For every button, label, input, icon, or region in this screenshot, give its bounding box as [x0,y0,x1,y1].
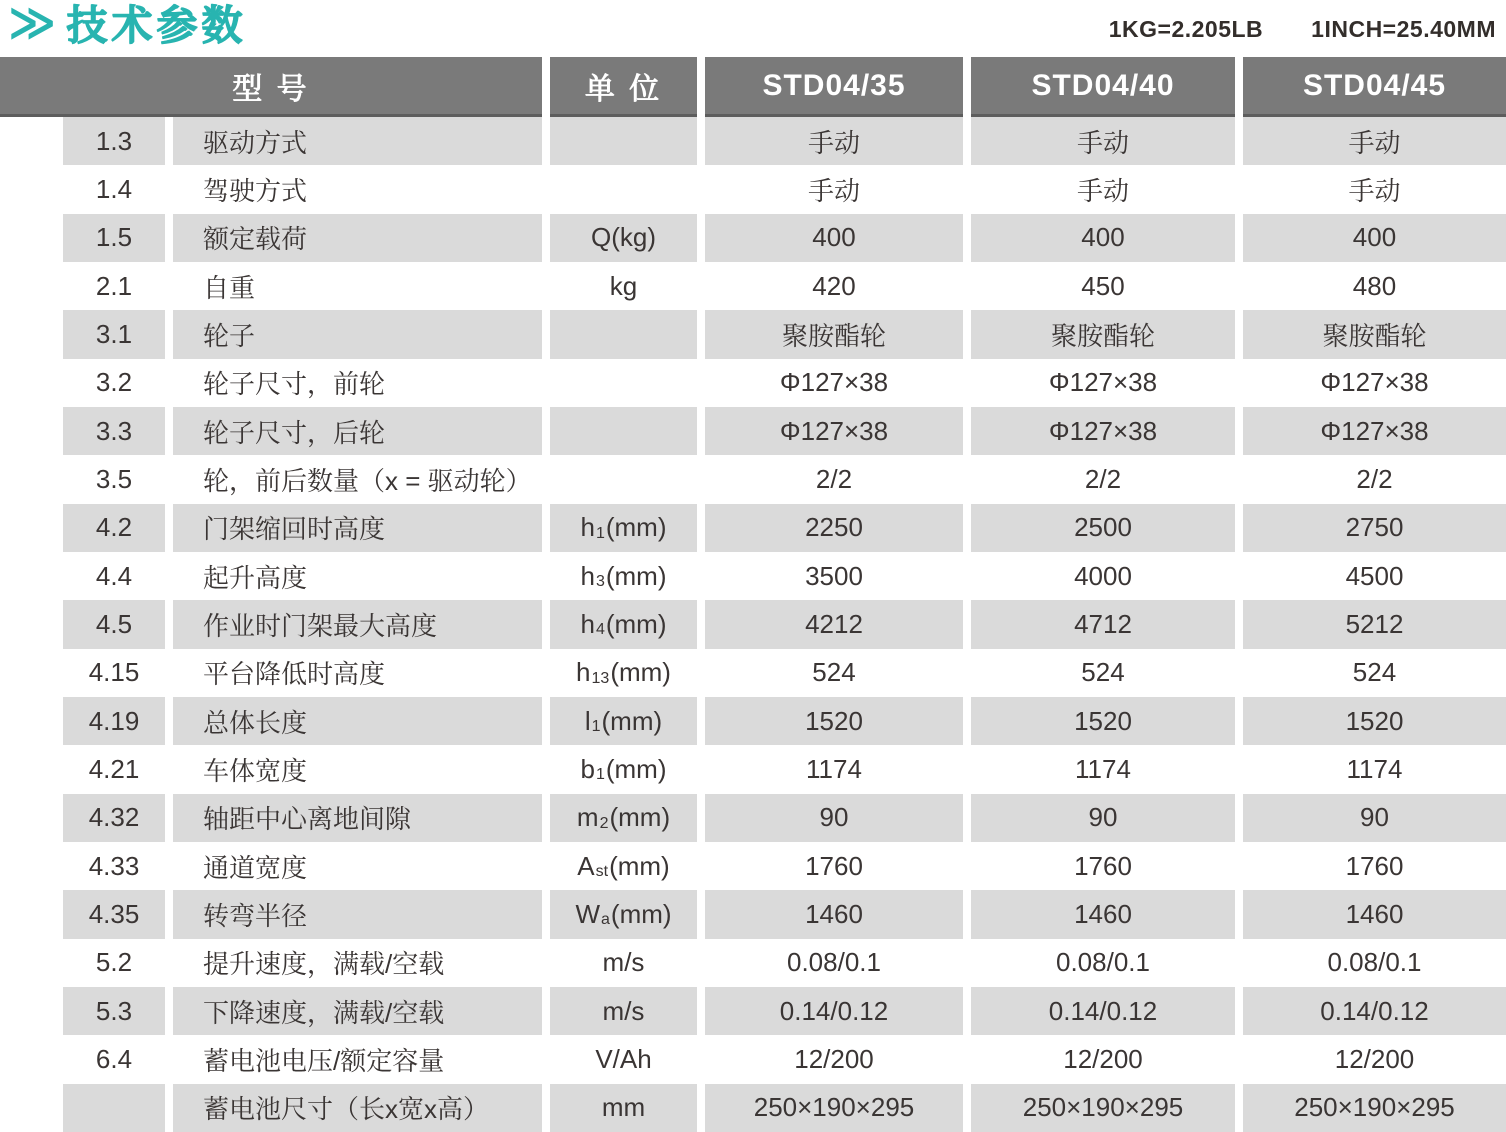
value-cell: 2/2 [1356,463,1393,494]
row-unit [550,165,697,213]
value-cell: 2/2 [815,463,853,494]
value-cell: 0.14/0.12 [705,987,963,1035]
unit-subscript: 2 [599,814,609,832]
value-cell: 480 [1352,270,1397,301]
unit-suffix: (mm) [601,705,663,736]
value-cell: 90 [1243,794,1506,842]
value-cell: 3500 [805,560,863,591]
row-number: 4.32 [63,794,165,842]
row-number: 5.2 [95,947,133,978]
value-cell: 12/200 [1063,1043,1143,1074]
value-cell: 1520 [705,697,963,745]
row-label: 通道宽度 [203,852,308,883]
value-cell: 0.08/0.1 [1327,947,1422,978]
kg-conversion: 1KG=2.205LB [1108,16,1264,42]
value-cell: 1520 [971,697,1235,745]
row-label: 额定载荷 [173,214,542,262]
row-unit: mm [550,1084,697,1132]
row-number: 3.1 [63,310,165,358]
unit-suffix: (mm) [609,850,670,881]
value-cell: 手动 [1243,117,1506,165]
value-cell: Φ127×38 [1243,407,1506,455]
row-unit [550,407,697,455]
value-cell: 1760 [805,850,863,881]
unit-suffix: (mm) [610,657,671,688]
header-model-std04-45: STD04/45 [1243,57,1506,117]
unit-suffix: (mm) [609,802,671,833]
value-cell: 1174 [1075,753,1131,784]
row-label: 自重 [203,272,256,303]
row-unit [550,359,697,407]
value-cell: Φ127×38 [1320,367,1429,398]
row-unit: Q(kg) [550,214,697,262]
row-label: 门架缩回时高度 [173,504,542,552]
row-number: 4.2 [63,504,165,552]
value-cell: 1520 [1243,697,1506,745]
value-cell: 450 [1081,270,1125,301]
unit-conversion-note [1109,16,1496,43]
value-cell: 0.08/0.1 [1056,947,1150,978]
title-bar [0,0,1506,57]
value-cell: 420 [812,270,856,301]
page-title-text: 技术参数 [66,1,247,48]
value-cell: 524 [1081,657,1125,688]
row-number: 6.4 [95,1043,133,1074]
value-cell: 聚胺酯轮 [705,310,963,358]
page-title [8,2,246,48]
unit-base: l [584,705,591,736]
row-number: 4.5 [63,600,165,648]
value-cell: Φ127×38 [1048,367,1158,398]
value-cell: 2500 [971,504,1235,552]
unit-base: m [576,802,599,833]
value-cell: 1760 [1074,850,1132,881]
header-unit: 单 位 [550,57,697,117]
spec-table [0,57,1506,1132]
chevron-icon: ≫ [8,0,57,48]
value-cell: 2750 [1243,504,1506,552]
unit-subscript: 3 [595,573,605,591]
row-unit [550,649,697,697]
unit-subscript: a [601,911,610,929]
row-unit: V/Ah [595,1043,652,1074]
value-cell: Φ127×38 [705,407,963,455]
unit-subscript: st [595,863,609,881]
row-unit [550,310,697,358]
row-unit [550,455,697,503]
row-unit: m/s [602,947,645,978]
value-cell: Φ127×38 [971,407,1235,455]
value-cell: 手动 [1076,175,1129,206]
unit-suffix: (mm) [605,512,667,543]
row-label: 轮子 [173,310,542,358]
row-label: 驾驶方式 [203,175,308,206]
row-unit [550,504,697,552]
row-label: 轮子尺寸，后轮 [173,407,542,455]
header-model-std04-40: STD04/40 [971,57,1235,117]
value-cell: 250×190×295 [1243,1084,1506,1132]
row-unit: m/s [550,987,697,1035]
unit-subscript: 1 [591,718,601,736]
inch-conversion: 1INCH=25.40MM [1311,16,1496,42]
row-number: 4.35 [63,890,165,938]
row-number: 3.5 [95,463,133,494]
row-label: 总体长度 [173,697,542,745]
value-cell: 0.14/0.12 [1243,987,1506,1035]
header-model-std04-35: STD04/35 [705,57,963,117]
row-label: 提升速度，满载/空载 [203,949,445,980]
value-cell: 2250 [705,504,963,552]
value-cell: 4712 [971,600,1235,648]
unit-suffix: (mm) [605,608,667,639]
value-cell: 手动 [705,117,963,165]
row-unit [550,794,697,842]
row-number: 3.2 [95,367,133,398]
value-cell: 1760 [1345,850,1404,881]
value-cell: 0.14/0.12 [971,987,1235,1035]
row-label: 平台降低时高度 [203,659,386,690]
unit-subscript: 1 [595,766,605,784]
unit-subscript: 4 [595,621,605,639]
row-number: 5.3 [63,987,165,1035]
row-label: 轮子尺寸，前轮 [203,369,386,400]
row-unit [550,745,697,793]
unit-suffix: (mm) [605,560,667,591]
value-cell: 4212 [705,600,963,648]
row-unit [550,552,697,600]
value-cell: 250×190×295 [705,1084,963,1132]
value-cell: 手动 [1348,175,1401,206]
value-cell: 聚胺酯轮 [971,310,1235,358]
row-label: 蓄电池尺寸（长x宽x高） [173,1084,542,1132]
row-unit [550,117,697,165]
row-label: 起升高度 [203,562,308,593]
value-cell: 400 [1243,214,1506,262]
value-cell: 1174 [1346,753,1403,784]
value-cell: 12/200 [794,1043,874,1074]
unit-base: W [575,898,600,929]
value-cell: 2/2 [1084,463,1122,494]
value-cell: 4000 [1074,560,1132,591]
row-unit [550,890,697,938]
value-cell: 1460 [1243,890,1506,938]
row-number: 4.33 [88,850,140,881]
row-number: 1.5 [63,214,165,262]
row-label: 驱动方式 [173,117,542,165]
unit-base: h [576,657,591,688]
value-cell: 0.08/0.1 [787,947,881,978]
value-cell: 90 [705,794,963,842]
row-number: 1.4 [95,173,133,204]
unit-subscript: 13 [591,669,610,687]
row-number [63,1084,165,1132]
row-label: 蓄电池电压/额定容量 [203,1045,445,1076]
row-number: 4.4 [95,560,133,591]
row-number: 4.15 [88,657,140,688]
unit-base: h [580,512,595,543]
row-unit [550,842,697,890]
row-number: 1.3 [63,117,165,165]
row-label: 作业时门架最大高度 [173,600,542,648]
value-cell: 手动 [807,175,860,206]
header-model: 型 号 [0,57,542,117]
value-cell: 1460 [971,890,1235,938]
value-cell: 4500 [1345,560,1404,591]
value-cell: 5212 [1243,600,1506,648]
row-number: 4.19 [63,697,165,745]
value-cell: 400 [971,214,1235,262]
value-cell: 1460 [705,890,963,938]
unit-base: h [580,608,595,639]
value-cell: 聚胺酯轮 [1243,310,1506,358]
unit-subscript: 1 [595,524,605,542]
row-label: 轮，前后数量（x = 驱动轮） [203,465,532,496]
value-cell: 90 [971,794,1235,842]
row-number: 3.3 [63,407,165,455]
row-label: 轴距中心离地间隙 [173,794,542,842]
value-cell: 524 [812,657,856,688]
row-unit [550,697,697,745]
unit-suffix: (mm) [605,753,667,784]
row-unit: kg [609,270,638,301]
unit-base: h [580,560,595,591]
row-number: 4.21 [88,753,140,784]
row-label: 转弯半径 [173,890,542,938]
value-cell: 400 [705,214,963,262]
unit-base: b [580,753,595,784]
row-unit [550,600,697,648]
value-cell: 12/200 [1334,1043,1415,1074]
row-number: 2.1 [95,270,133,301]
unit-base: A [577,850,595,881]
value-cell: 手动 [971,117,1235,165]
row-label: 下降速度，满载/空载 [173,987,542,1035]
value-cell: 250×190×295 [971,1084,1235,1132]
unit-suffix: (mm) [610,898,672,929]
value-cell: 524 [1352,657,1397,688]
row-label: 车体宽度 [203,755,308,786]
value-cell: 1174 [806,753,862,784]
value-cell: Φ127×38 [779,367,889,398]
